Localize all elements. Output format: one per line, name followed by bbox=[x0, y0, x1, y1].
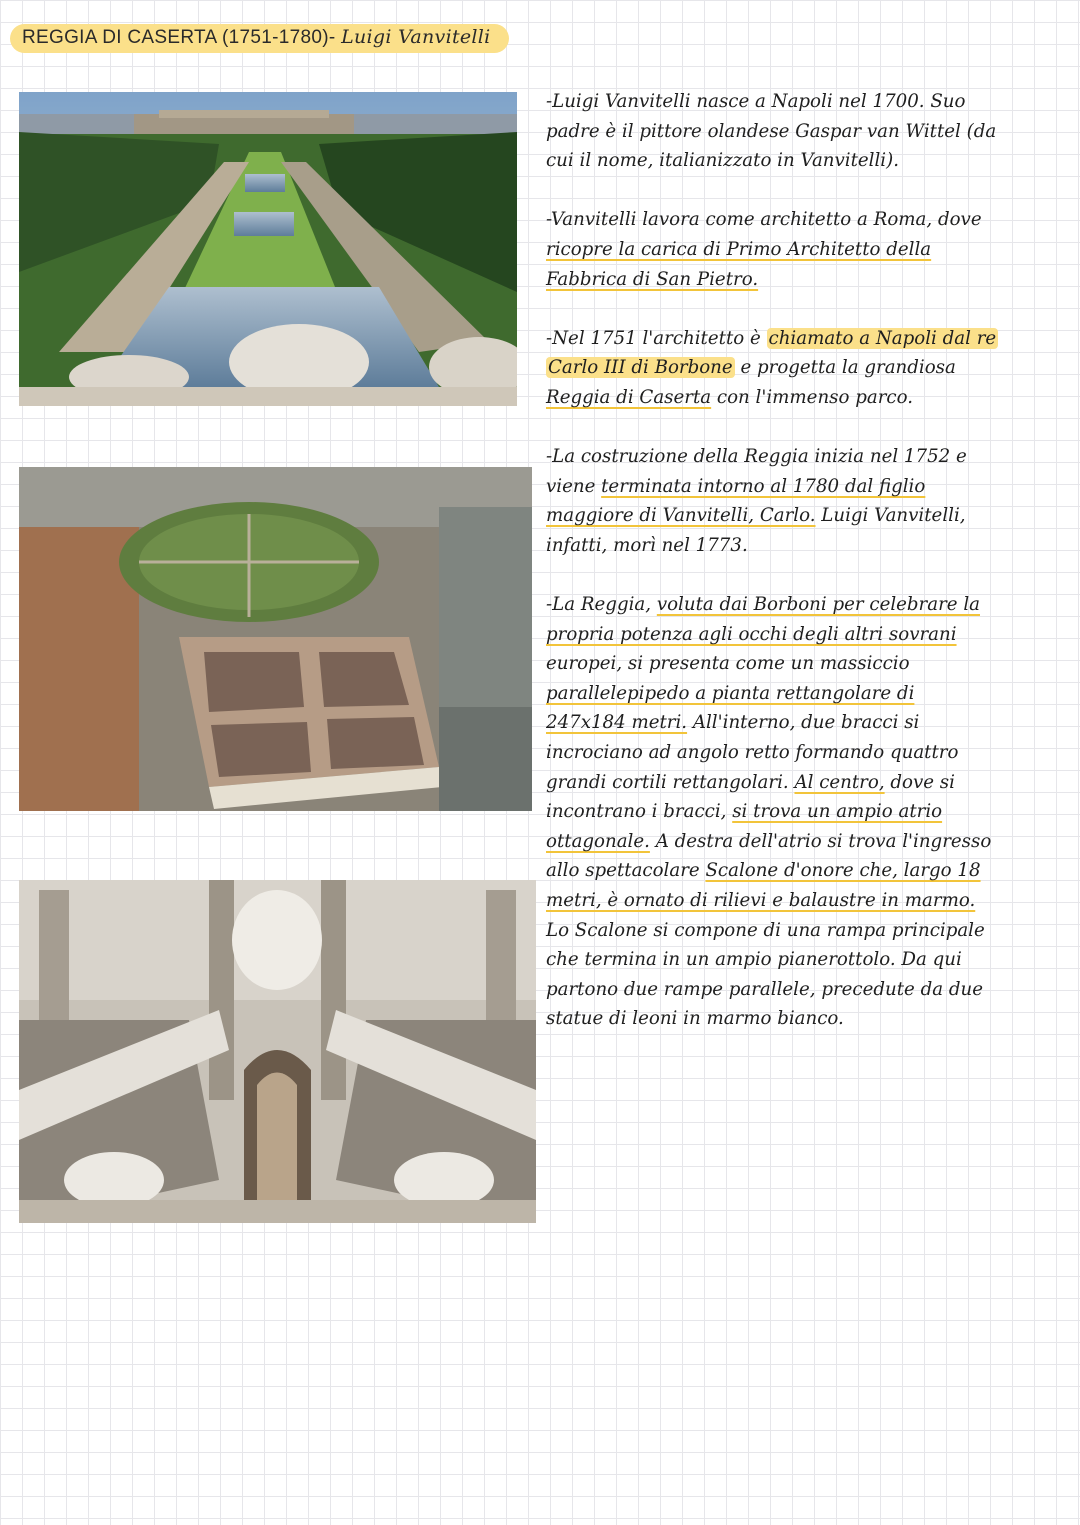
text-fragment: viene bbox=[546, 475, 602, 497]
paragraph-rome bbox=[546, 205, 1066, 294]
underlined-text: Al centro, bbox=[794, 771, 885, 793]
text-line: ricopre la carica di Primo Architetto della bbox=[546, 238, 932, 260]
underlined-text: Scalone d'onore che, largo 18 bbox=[705, 860, 981, 882]
underlined-text: Fabbrica di San Pietro. bbox=[546, 268, 759, 290]
underlined-text: propria potenza agli occhi degli altri sovrani bbox=[546, 623, 957, 645]
underlined-text: parallelepipedo a pianta rettangolare di bbox=[546, 682, 915, 704]
text-fragment: con l'immenso parco. bbox=[711, 386, 913, 408]
highlighted-text: chiamato a Napoli dal re bbox=[768, 327, 997, 349]
text-fragment: -Nel 1751 l'architetto è bbox=[546, 327, 767, 349]
text-line: che termina in un ampio pianerottolo. Da qui bbox=[546, 949, 962, 971]
paragraph-description bbox=[546, 590, 1066, 1034]
highlighted-text: Carlo III di Borbone bbox=[548, 357, 733, 379]
text-line: statue di leoni in marmo bianco. bbox=[546, 1008, 844, 1030]
photo-grand-staircase bbox=[19, 880, 536, 1223]
paragraph-biography bbox=[546, 87, 1066, 176]
text-fragment: dove si bbox=[884, 771, 955, 793]
underlined-text: 247x184 metri. bbox=[546, 712, 688, 734]
text-fragment: e progetta la grandiosa bbox=[734, 357, 956, 379]
text-line: partono due rampe parallele, precedute da due bbox=[546, 978, 983, 1000]
text-line: Lo Scalone si compone di una rampa principale bbox=[546, 919, 985, 941]
text-line: -Luigi Vanvitelli nasce a Napoli nel 1700. Suo bbox=[546, 91, 966, 112]
text-line: incrociano ad angolo retto formando quattro bbox=[546, 742, 959, 764]
title-author: Luigi Vanvitelli bbox=[341, 26, 491, 48]
text-line: -Vanvitelli lavora come architetto a Roma, dove bbox=[546, 209, 982, 231]
paragraph-construction bbox=[546, 442, 1066, 560]
text-fragment: -La Reggia, bbox=[546, 594, 657, 616]
text-line: -La costruzione della Reggia inizia nel 1752 e bbox=[546, 446, 967, 468]
text-fragment: grandi cortili rettangolari. bbox=[546, 771, 795, 793]
text-fragment: allo spettacolare bbox=[546, 860, 706, 882]
title-text: REGGIA DI CASERTA (1751-1780)- bbox=[22, 27, 336, 48]
text-column bbox=[546, 87, 1066, 1064]
paragraph-naples bbox=[546, 324, 1066, 413]
text-fragment: A destra dell'atrio si trova l'ingresso bbox=[649, 830, 992, 852]
text-line: padre è il pittore olandese Gaspar van Wittel (da bbox=[546, 120, 997, 142]
text-fragment: Luigi Vanvitelli, bbox=[815, 505, 966, 527]
photo-park-cascade bbox=[19, 92, 517, 406]
page-title bbox=[10, 24, 509, 53]
underlined-text: metri, è ornato di rilievi e balaustre in marmo. bbox=[546, 890, 976, 912]
text-line: europei, si presenta come un massiccio bbox=[546, 653, 910, 675]
underlined-text: maggiore di Vanvitelli, Carlo. bbox=[546, 505, 816, 527]
underlined-text: ottagonale. bbox=[546, 830, 650, 852]
underlined-text: Reggia di Caserta bbox=[546, 386, 712, 408]
underlined-text: si trova un ampio atrio bbox=[732, 801, 943, 823]
photo-aerial-palace bbox=[19, 467, 532, 811]
underlined-text: voluta dai Borboni per celebrare la bbox=[656, 594, 980, 616]
text-fragment: All'interno, due bracci si bbox=[687, 712, 920, 734]
text-fragment: incontrano i bracci, bbox=[546, 801, 733, 823]
text-line: infatti, morì nel 1773. bbox=[546, 534, 748, 556]
text-line: cui il nome, italianizzato in Vanvitelli). bbox=[546, 150, 899, 172]
underlined-text: terminata intorno al 1780 dal figlio bbox=[601, 475, 926, 497]
